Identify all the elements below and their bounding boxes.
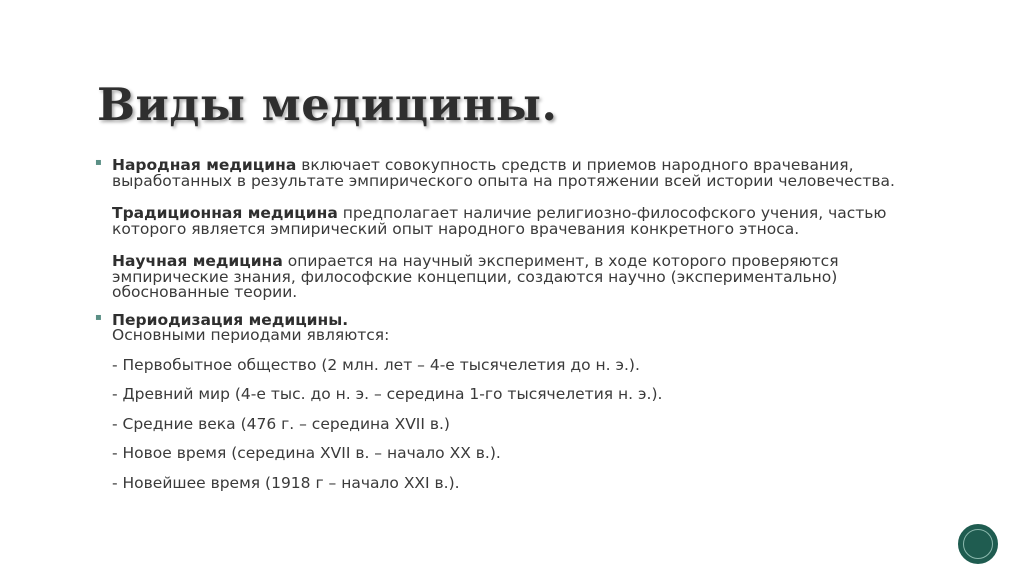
definition-folk-medicine: включает совокупность средств и приемов народного врачевания, выработанных в результате эмпирического опыта на протяжении всей истории человечества. [112,156,895,190]
paragraph-folk-medicine [112,158,925,189]
term-traditional-medicine: Традиционная медицина [112,204,338,222]
bullet-item-periodization [95,310,925,492]
definition-scientific-medicine: опирается на научный эксперимент, в ходе которого проверяются эмпирические знания, философские концепции, создаются научно (экспериментально) обоснованные теории. [112,252,839,301]
periodization-heading: Периодизация медицины. [112,310,349,329]
bullet-item-types [95,158,925,301]
paragraph-scientific-medicine [112,254,925,301]
period-item: - Первобытное общество (2 млн. лет – 4-е тысячелетия до н. э.). [112,355,640,374]
slide-title: Виды медицины. [97,78,558,131]
definition-traditional-medicine: предполагает наличие религиозно-философского учения, частью которого является эмпирический опыт народного врачевания конкретного этноса. [112,204,887,238]
slide-content [95,158,925,491]
period-item: - Новейшее время (1918 г – начало XXI в.). [112,473,460,492]
circle-nav-inner-ring [963,529,993,559]
term-folk-medicine: Народная медицина [112,156,297,174]
square-bullet-icon: ▪ [95,311,102,323]
square-bullet-icon: ▪ [95,157,102,168]
period-item: - Новое время (середина XVII в. – начало XX в.). [112,444,501,462]
period-item: - Древний мир (4-е тыс. до н. э. – середина 1-го тысячелетия н. э.). [112,385,663,403]
periodization-intro: Основными периодами являются: [112,326,390,344]
circle-nav-icon[interactable] [958,524,998,564]
paragraph-traditional-medicine [112,206,925,237]
term-scientific-medicine: Научная медицина [112,252,283,270]
period-item: - Средние века (476 г. – середина XVII в.) [112,414,450,433]
